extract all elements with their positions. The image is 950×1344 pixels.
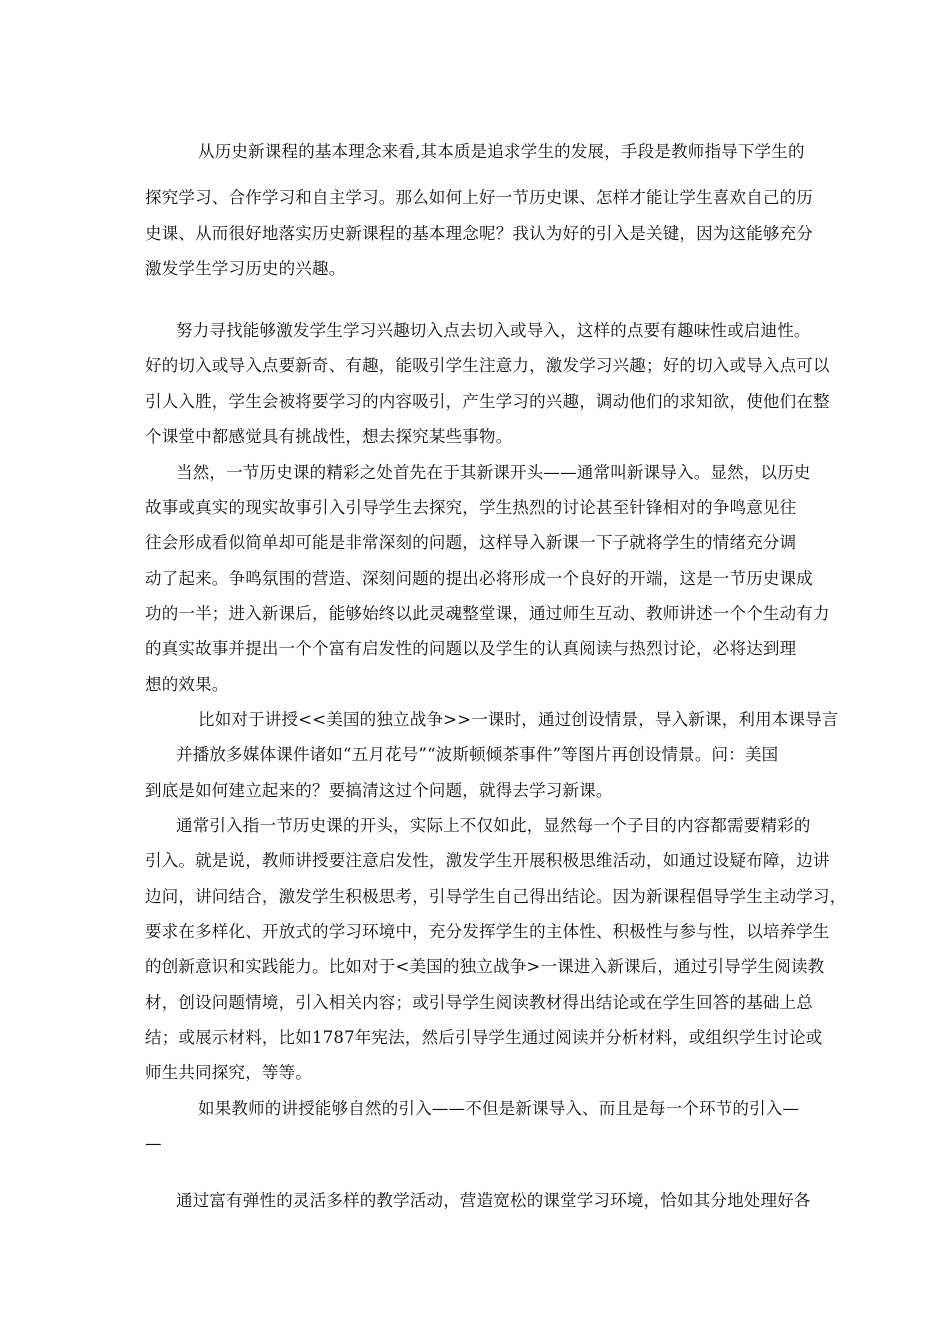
text-line: 并播放多媒体课件诸如“五月花号”“波斯顿倾茶事件”等图片再创设情景。问：美国: [176, 745, 779, 764]
text-line: 结；或展示材料，比如1787年宪法，然后引导学生通过阅读并分析材料，或组织学生讨论或: [145, 1028, 823, 1047]
text-line: 引人入胜，学生会被将要学习的内容吸引，产生学习的兴趣，调动他们的求知欲，使他们在整: [145, 392, 830, 411]
text-line: 通常引入指一节历史课的开头，实际上不仅如此，显然每一个子目的内容都需要精彩的: [176, 816, 811, 835]
text-line: 通过富有弹性的灵活多样的教学活动，营造宽松的课堂学习环境，恰如其分地处理好各: [176, 1191, 811, 1210]
text-line: 想的效果。: [145, 675, 229, 694]
text-line: 探究学习、合作学习和自主学习。那么如何上好一节历史课、怎样才能让学生喜欢自己的历: [145, 188, 813, 207]
text-line: 史课、从而很好地落实历史新课程的基本理念呢？我认为好的引入是关键，因为这能够充分: [145, 224, 813, 243]
text-line: 好的切入或导入点要新奇、有趣，能吸引学生注意力，激发学习兴趣；好的切入或导入点可以: [145, 356, 830, 375]
text-line: 的创新意识和实践能力。比如对于<美国的独立战争>一课进入新课后，通过引导学生阅读教: [145, 957, 825, 976]
text-line: —: [145, 1134, 162, 1153]
text-line: 要求在多样化、开放式的学习环境中，充分发挥学生的主体性、积极性与参与性，以培养学生: [145, 922, 830, 941]
text-line: 当然，一节历史课的精彩之处首先在于其新课开头——通常叫新课导入。显然，以历史: [176, 463, 811, 482]
text-line: 往会形成看似简单却可能是非常深刻的问题，这样导入新课一下子就将学生的情绪充分调: [145, 533, 797, 552]
text-line: 动了起来。争鸣氛围的营造、深刻问题的提出必将形成一个良好的开端，这是一节历史课成: [145, 569, 813, 588]
text-line: 师生共同探究，等等。: [145, 1063, 312, 1082]
text-line: 努力寻找能够激发学生学习兴趣切入点去切入或导入，这样的点要有趣味性或启迪性。: [176, 321, 811, 340]
text-line: 引入。就是说，教师讲授要注意启发性，激发学生开展积极思维活动，如通过设疑布障，边讲: [145, 851, 830, 870]
text-line: 激发学生学习历史的兴趣。: [145, 259, 346, 278]
text-line: 功的一半；进入新课后，能够始终以此灵魂整堂课，通过师生互动、教师讲述一个个生动有力: [145, 604, 830, 623]
text-line: 故事或真实的现实故事引入引导学生去探究，学生热烈的讨论甚至针锋相对的争鸣意见往: [145, 498, 797, 517]
text-line: 到底是如何建立起来的？要搞清这过个问题，就得去学习新课。: [145, 781, 613, 800]
text-line: 如果教师的讲授能够自然的引入——不但是新课导入、而且是每一个环节的引入—: [198, 1099, 800, 1118]
text-line: 比如对于讲授<<美国的独立战争>>一课时，通过创设情景，导入新课，利用本课导言: [198, 710, 839, 729]
text-line: 从历史新课程的基本理念来看,其本质是追求学生的发展，手段是教师指导下学生的: [198, 142, 805, 161]
text-line: 的真实故事并提出一个个富有启发性的问题以及学生的认真阅读与热烈讨论，必将达到理: [145, 639, 797, 658]
text-line: 材，创设问题情境，引入相关内容；或引导学生阅读教材得出结论或在学生回答的基础上总: [145, 993, 813, 1012]
text-line: 边问，讲问结合，激发学生积极思考，引导学生自己得出结论。因为新课程倡导学生主动学习，: [145, 887, 847, 906]
text-line: 个课堂中都感觉具有挑战性，想去探究某些事物。: [145, 427, 513, 446]
